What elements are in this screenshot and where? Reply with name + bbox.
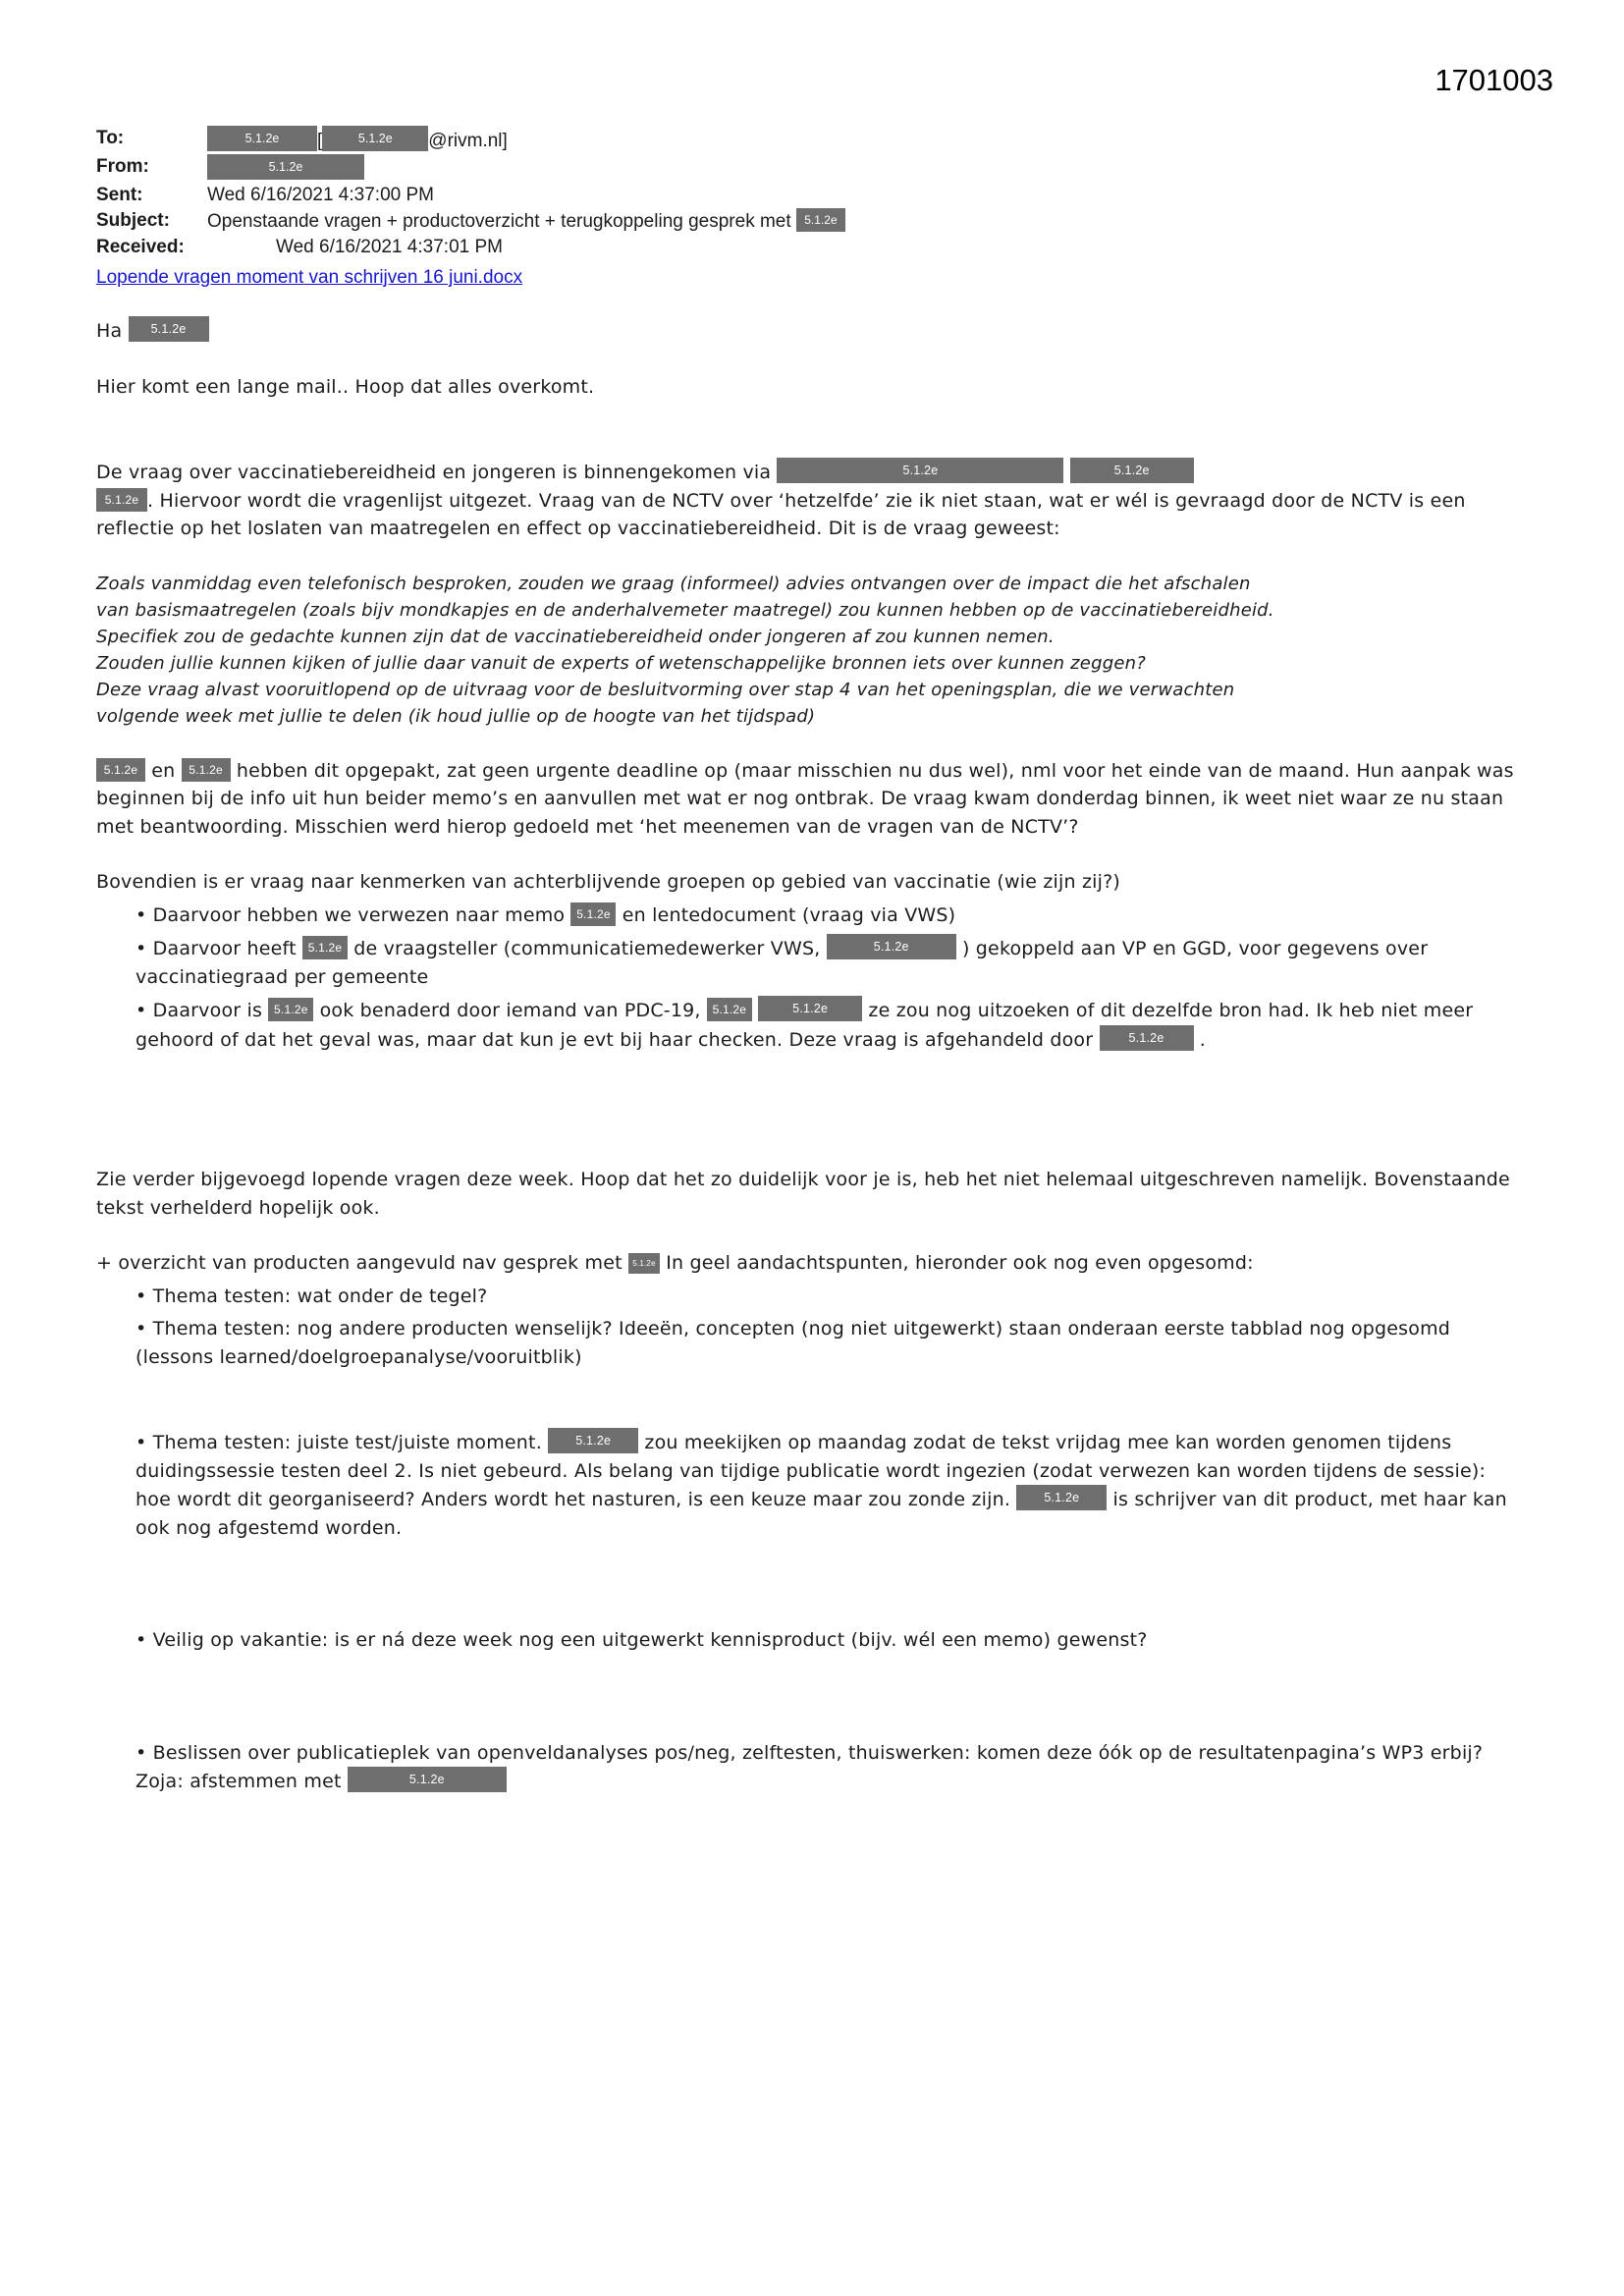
redaction-bar: 5.1.2e bbox=[207, 126, 317, 151]
bullet-item: • Daarvoor is 5.1.2e ook benaderd door iemand van PDC-19, 5.1.2e 5.1.2e ze zou nog uitzoeken of dit dezelfde bron had. Ik heb niet meer gehoord of dat het geval was, maar dat kun je evt bij haar checken. Deze vraag is afgehandeld door 5.1.2e . bbox=[135, 996, 1518, 1054]
redaction-bar: 5.1.2e bbox=[1016, 1485, 1107, 1510]
redaction-bar: 5.1.2e bbox=[207, 154, 364, 180]
redaction-bar: 5.1.2e bbox=[96, 488, 147, 512]
redaction-bar: 5.1.2e bbox=[1100, 1025, 1194, 1051]
quote-line: van basismaatregelen (zoals bijv mondkapjes en de anderhalvemeter maatregel) zou kunnen hebben op de vaccinatiebereidheid. bbox=[96, 599, 1274, 621]
bullet-item: • Thema testen: nog andere producten wenselijk? Ideeën, concepten (nog niet uitgewerkt) staan onderaan eerste tabblad nog opgesomd (lessons learned/doelgroepanalyse/vooruitblik) bbox=[135, 1318, 1451, 1368]
header-field-label: Subject: bbox=[96, 210, 170, 231]
redaction-bar: 5.1.2e bbox=[348, 1767, 507, 1792]
email-body bbox=[96, 316, 1518, 1796]
quote-line: Specifiek zou de gedachte kunnen zijn dat de vaccinatiebereidheid onder jongeren af zou kunnen nemen. bbox=[96, 626, 1055, 647]
header-row bbox=[96, 208, 1518, 235]
header-row bbox=[96, 235, 1518, 260]
header-field-label: Received: bbox=[96, 237, 185, 257]
redaction-bar: 5.1.2e bbox=[302, 936, 348, 959]
document-number: 1701003 bbox=[1435, 63, 1553, 97]
redaction-bar: 5.1.2e bbox=[628, 1253, 660, 1274]
redaction-bar: 5.1.2e bbox=[268, 998, 313, 1021]
header-field-value: Openstaande vragen + productoverzicht + terugkoppeling gesprek met 5.1.2e bbox=[207, 208, 1518, 235]
header-field-value bbox=[207, 154, 1518, 183]
redaction-bar: 5.1.2e bbox=[548, 1428, 638, 1453]
redaction-bar: 5.1.2e bbox=[796, 208, 845, 232]
quote-line: Zouden jullie kunnen kijken of jullie daar vanuit de experts of wetenschappelijke bronnen iets over kunnen zeggen? bbox=[96, 652, 1146, 674]
header-field-value: Wed 6/16/2021 4:37:01 PM bbox=[276, 237, 503, 257]
header-row bbox=[96, 154, 1518, 183]
paragraph: Hier komt een lange mail.. Hoop dat alles overkomt. bbox=[96, 375, 595, 398]
bullet-item: • Thema testen: juiste test/juiste moment. 5.1.2e zou meekijken op maandag zodat de tekst vrijdag mee kan worden genomen tijdens duidingssessie testen deel 2. Is niet gebeurd. Als belang van tijdige publicatie wordt ingezien (zodat verwezen kan worden tijdens de sessie): hoe wordt dit georganiseerd? Anders wordt het nasturen, is een keuze maar zou zonde zijn. 5.1.2e is schrijver van dit product, met haar kan ook nog afgestemd worden. bbox=[135, 1428, 1518, 1542]
header-field-label: To: bbox=[96, 128, 125, 148]
bullet-item: • Veilig op vakantie: is er ná deze week nog een uitgewerkt kennisproduct (bijv. wél een memo) gewenst? bbox=[135, 1629, 1148, 1651]
header-row bbox=[96, 183, 1518, 208]
redaction-bar: 5.1.2e bbox=[129, 316, 209, 342]
redaction-bar: 5.1.2e bbox=[96, 758, 145, 782]
bullet-item: • Beslissen over publicatieplek van openveldanalyses pos/neg, zelftesten, thuiswerken: komen deze óók op de resultatenpagina’s WP3 erbij? Zoja: afstemmen met 5.1.2e bbox=[135, 1741, 1484, 1792]
redaction-bar: 5.1.2e bbox=[570, 902, 616, 926]
paragraph: + overzicht van producten aangevuld nav gesprek met 5.1.2e In geel aandachtspunten, hieronder ook nog even opgesomd: bbox=[96, 1252, 1254, 1274]
bullet-item: • Daarvoor hebben we verwezen naar memo 5.1.2e en lentedocument (vraag via VWS) bbox=[135, 903, 956, 926]
redaction-bar: 5.1.2e bbox=[707, 998, 752, 1021]
header-row bbox=[96, 126, 1518, 154]
quote-line: Deze vraag alvast vooruitlopend op de uitvraag voor de besluitvorming over stap 4 van het openingsplan, die we verwachten bbox=[96, 679, 1235, 700]
paragraph: Bovendien is er vraag naar kenmerken van achterblijvende groepen op gebied van vaccinatie (wie zijn zij?) bbox=[96, 871, 1120, 893]
quote-block bbox=[96, 571, 1518, 730]
attachment-link[interactable]: Lopende vragen moment van schrijven 16 juni.docx bbox=[96, 267, 523, 288]
header-field-label: From: bbox=[96, 156, 149, 177]
quote-line: Zoals vanmiddag even telefonisch besproken, zouden we graag (informeel) advies ontvangen over de impact die het afschalen bbox=[96, 573, 1251, 594]
paragraph: De vraag over vaccinatiebereidheid en jongeren is binnengekomen via 5.1.2e 5.1.2e 5.1.2e . Hiervoor wordt die vragenlijst uitgezet. Vraag van de NCTV over ‘hetzelfde’ zie ik niet staan, wat er wél is gevraagd door de NCTV is een reflectie op het loslaten van maatregelen en effect op vaccinatiebereidheid. Dit is de vraag geweest: bbox=[96, 458, 1518, 543]
header-field-label: Sent: bbox=[96, 185, 143, 205]
paragraph: Zie verder bijgevoegd lopende vragen deze week. Hoop dat het zo duidelijk voor je is, heb het niet helemaal uitgeschreven namelijk. Bovenstaande tekst verhelderd hopelijk ook. bbox=[96, 1169, 1510, 1219]
redaction-bar: 5.1.2e bbox=[758, 996, 862, 1021]
greeting-line: Ha 5.1.2e bbox=[96, 316, 1518, 346]
redaction-bar: 5.1.2e bbox=[777, 458, 1063, 483]
bullet-item: • Daarvoor heeft 5.1.2e de vraagsteller (communicatiemedewerker VWS, 5.1.2e ) gekoppeld aan VP en GGD, voor gegevens over vaccinatiegraad per gemeente bbox=[135, 934, 1518, 991]
paragraph: 5.1.2e en 5.1.2e hebben dit opgepakt, zat geen urgente deadline op (maar misschien nu dus wel), nml voor het einde van de maand. Hun aanpak was beginnen bij de info uit hun beider memo’s en aanvullen met wat er nog ontbrak. De vraag kwam donderdag binnen, ik weet niet waar ze nu staan met beantwoording. Misschien werd hierop gedoeld met ‘het meenemen van de vragen van de NCTV’? bbox=[96, 759, 1514, 838]
email-header bbox=[96, 126, 1518, 260]
redaction-bar: 5.1.2e bbox=[182, 758, 231, 782]
header-field-value: Wed 6/16/2021 4:37:00 PM bbox=[207, 185, 434, 205]
redaction-bar: 5.1.2e bbox=[827, 934, 956, 959]
redaction-bar: 5.1.2e bbox=[1070, 458, 1194, 483]
quote-line: volgende week met jullie te delen (ik houd jullie op de hoogte van het tijdspad) bbox=[96, 705, 816, 727]
redaction-bar: 5.1.2e bbox=[322, 126, 428, 151]
bullet-item: • Thema testen: wat onder de tegel? bbox=[135, 1285, 488, 1307]
header-field-value: 5.1.2e [ 5.1.2e @rivm.nl] bbox=[207, 126, 1518, 154]
